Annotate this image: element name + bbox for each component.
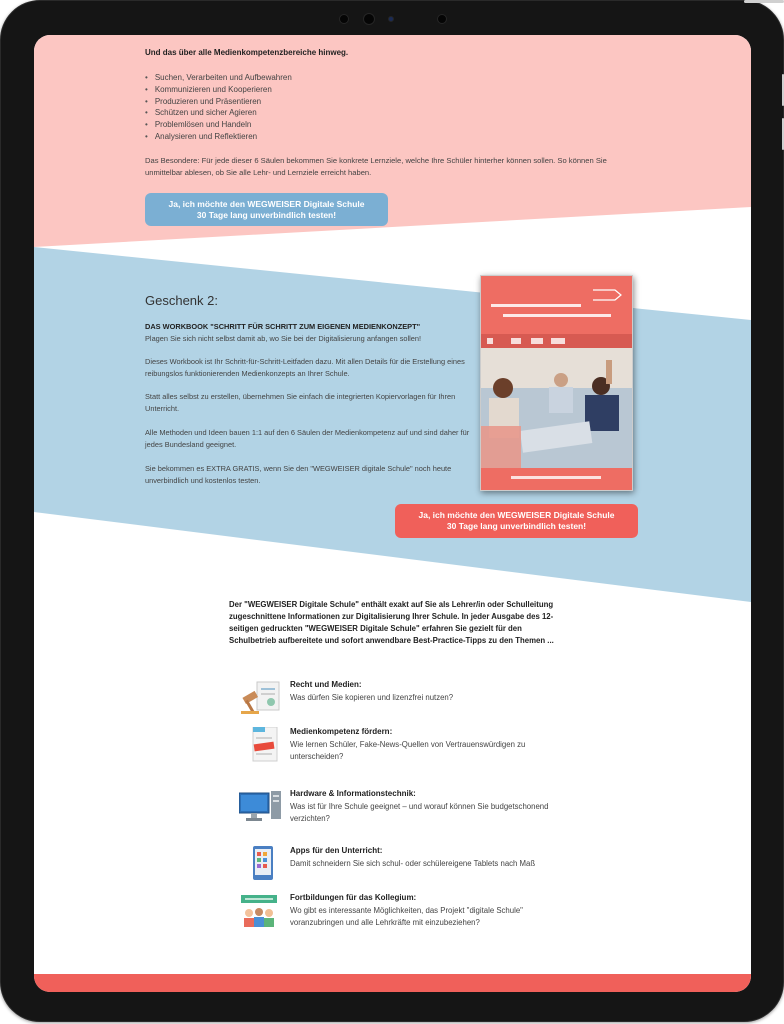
topic-title: Fortbildungen für das Kollegium: <box>290 893 417 902</box>
cta-line-1: Ja, ich möchte den WEGWEISER Digitale Schule <box>418 510 615 520</box>
cta-line-2: 30 Tage lang unverbindlich testen! <box>196 209 337 220</box>
blue-section-bg <box>34 247 751 602</box>
list-item: • Produzieren und Präsentieren <box>145 96 292 108</box>
topic-title: Apps für den Unterricht: <box>290 846 383 855</box>
topic-title: Medienkompetenz fördern: <box>290 727 393 736</box>
cta-line-1: Ja, ich möchte den WEGWEISER Digitale Schule <box>168 198 365 209</box>
workbook-title: DAS WORKBOOK "SCHRITT FÜR SCHRITT ZUM EIGENEN MEDIENKONZEPT" <box>145 322 421 331</box>
top-button <box>744 0 784 3</box>
intro-title: Und das über alle Medienkompetenzbereiche hinweg. <box>145 48 349 57</box>
topic-description: Was dürfen Sie kopieren und lizenzfrei nutzen? <box>290 693 454 702</box>
workbook-cover-illustration <box>481 276 632 490</box>
fake-news-icon <box>239 727 283 763</box>
camera-sensor-icon <box>339 14 349 24</box>
computer-icon <box>239 789 283 825</box>
tablet-apps-icon <box>239 846 283 882</box>
list-item: • Kommunizieren und Kooperieren <box>145 84 292 96</box>
topic-description: Was ist für Ihre Schule geeignet – und worauf können Sie budgetschonend verzichten? <box>290 802 549 823</box>
camera-sensor-icon <box>437 14 447 24</box>
gift-paragraph: Sie bekommen es EXTRA GRATIS, wenn Sie den "WEGWEISER digitale Schule" noch heute unverbindlich und kostenlos testen. <box>145 464 452 485</box>
camera-indicator-icon <box>388 16 394 22</box>
training-group-icon <box>239 893 283 929</box>
list-item: • Analysieren und Reflektieren <box>145 131 292 143</box>
topic-description: Wo gibt es interessante Möglichkeiten, das Projekt "digitale Schule" voranzubringen und alle Lehrkräfte mit einzubeziehen? <box>290 906 523 927</box>
cta-line-2: 30 Tage lang unverbindlich testen! <box>446 521 587 531</box>
topic-description: Wie lernen Schüler, Fake-News-Quellen von Vertrauenswürdigen zu unterscheiden? <box>290 740 526 761</box>
gavel-document-icon <box>239 680 283 716</box>
gift-paragraph: Plagen Sie sich nicht selbst damit ab, wo Sie bei der Digitalisierung anfangen sollen! <box>145 334 422 343</box>
topic-description: Damit schneidern Sie sich schul- oder schülereigene Tablets nach Maß <box>290 859 536 868</box>
gift-paragraph: Alle Methoden und Ideen bauen 1:1 auf den 6 Säulen der Medienkompetenz auf und sind daher für jedes Bundesland geeignet. <box>145 428 470 449</box>
test-cta-button[interactable] <box>395 504 638 538</box>
topic-title: Hardware & Informationstechnik: <box>290 789 416 798</box>
test-cta-button[interactable] <box>145 193 388 226</box>
screen <box>34 35 751 992</box>
workbook-cover-image <box>480 275 633 491</box>
gift-paragraph: Dieses Workbook ist Ihr Schritt-für-Schritt-Leitfaden dazu. Mit allen Details für die Erstellung eines reibungslos funktionierenden Medienkonzepts an Ihrer Schule. <box>145 357 465 378</box>
info-paragraph: Der "WEGWEISER Digitale Schule" enthält exakt auf Sie als Lehrer/in oder Schulleitung zugeschnittene Informationen zur Digitalisierung Ihrer Schule. In jeder Ausgabe des 12-seitigen gedruckten "WEGWEISER Digitale Schule" erfahren Sie gezielt für den Schulbetrieb aufbereitete und sofort anwendbare Best-Practice-Tipps zu den Themen ... <box>229 600 554 645</box>
gift-paragraph: Statt alles selbst zu erstellen, übernehmen Sie einfach die integrierten Kopiervorlagen für Ihren Unterricht. <box>145 392 456 413</box>
footer-bar <box>34 974 751 992</box>
camera-lens-icon <box>363 13 375 25</box>
topic-title: Recht und Medien: <box>290 680 362 689</box>
list-item: • Suchen, Verarbeiten und Aufbewahren <box>145 72 292 84</box>
competence-list <box>145 72 292 143</box>
gift-heading: Geschenk 2: <box>145 293 218 308</box>
list-item: • Schützen und sicher Agieren <box>145 107 292 119</box>
intro-paragraph: Das Besondere: Für jede dieser 6 Säulen bekommen Sie konkrete Lernziele, welche Ihre Schüler hinterher können sollen. So können Sie unmittelbar ablesen, ob Sie alle Lehr- und Lernziele erreicht haben. <box>145 156 607 177</box>
pink-section-bg <box>34 35 751 247</box>
list-item: • Problemlösen und Handeln <box>145 119 292 131</box>
camera-bar <box>339 11 449 25</box>
